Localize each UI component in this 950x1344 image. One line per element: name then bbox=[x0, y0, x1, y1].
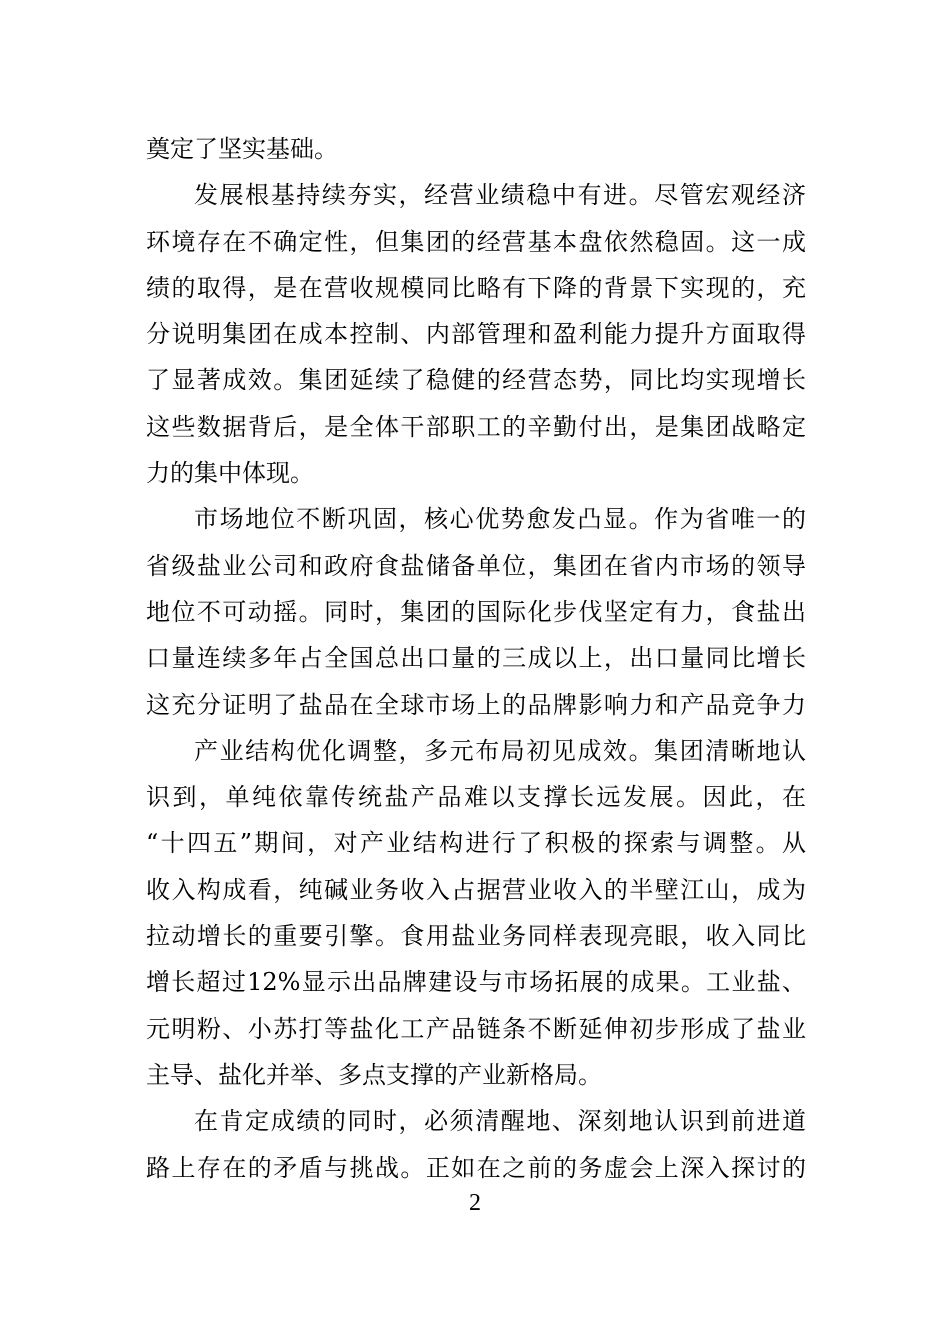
text-line: 增长超过12%显示出品牌建设与市场拓展的成果。工业盐、 bbox=[146, 968, 806, 997]
text-line: 绩的取得，是在营收规模同比略有下降的背景下实现的，充 bbox=[146, 273, 806, 302]
text-line: 口量连续多年占全国总出口量的三成以上，出口量同比增长 bbox=[146, 644, 806, 673]
page-number: 2 bbox=[469, 1190, 481, 1216]
paragraph-first-line: 产业结构优化调整，多元布局初见成效。集团清晰地认 bbox=[194, 736, 806, 765]
text-line: 元明粉、小苏打等盐化工产品链条不断延伸初步形成了盐业 bbox=[146, 1014, 806, 1043]
text-line: 了显著成效。集团延续了稳健的经营态势，同比均实现增长 bbox=[146, 366, 806, 395]
text-line: 奠定了坚实基础。 bbox=[146, 135, 338, 163]
text-line: 力的集中体现。 bbox=[146, 459, 314, 488]
text-line: 这些数据背后，是全体干部职工的辛勤付出，是集团战略定 bbox=[146, 412, 806, 441]
text-line: 主导、盐化并举、多点支撑的产业新格局。 bbox=[146, 1060, 602, 1089]
text-line: 地位不可动摇。同时，集团的国际化步伐坚定有力，食盐出 bbox=[146, 597, 806, 626]
paragraph-first-line: 在肯定成绩的同时，必须清醒地、深刻地认识到前进道 bbox=[194, 1107, 806, 1136]
text-line: 这充分证明了盐品在全球市场上的品牌影响力和产品竞争力 bbox=[146, 690, 806, 719]
body-text bbox=[146, 126, 806, 1191]
text-line: 识到，单纯依靠传统盐产品难以支撑长远发展。因此，在 bbox=[146, 783, 806, 812]
text-line: 拉动增长的重要引擎。食用盐业务同样表现亮眼，收入同比 bbox=[146, 922, 806, 951]
text-line: 分说明集团在成本控制、内部管理和盈利能力提升方面取得 bbox=[146, 320, 806, 349]
paragraph-first-line: 市场地位不断巩固，核心优势愈发凸显。作为省唯一的 bbox=[194, 505, 806, 534]
text-line: 路上存在的矛盾与挑战。正如在之前的务虚会上深入探讨的 bbox=[146, 1153, 806, 1182]
text-line: 省级盐业公司和政府食盐储备单位，集团在省内市场的领导 bbox=[146, 551, 806, 580]
text-line: 收入构成看，纯碱业务收入占据营业收入的半壁江山，成为 bbox=[146, 875, 806, 904]
text-line: “十四五”期间，对产业结构进行了积极的探索与调整。从 bbox=[146, 829, 806, 858]
text-line: 环境存在不确定性，但集团的经营基本盘依然稳固。这一成 bbox=[146, 227, 806, 256]
paragraph-first-line: 发展根基持续夯实，经营业绩稳中有进。尽管宏观经济 bbox=[194, 181, 806, 210]
